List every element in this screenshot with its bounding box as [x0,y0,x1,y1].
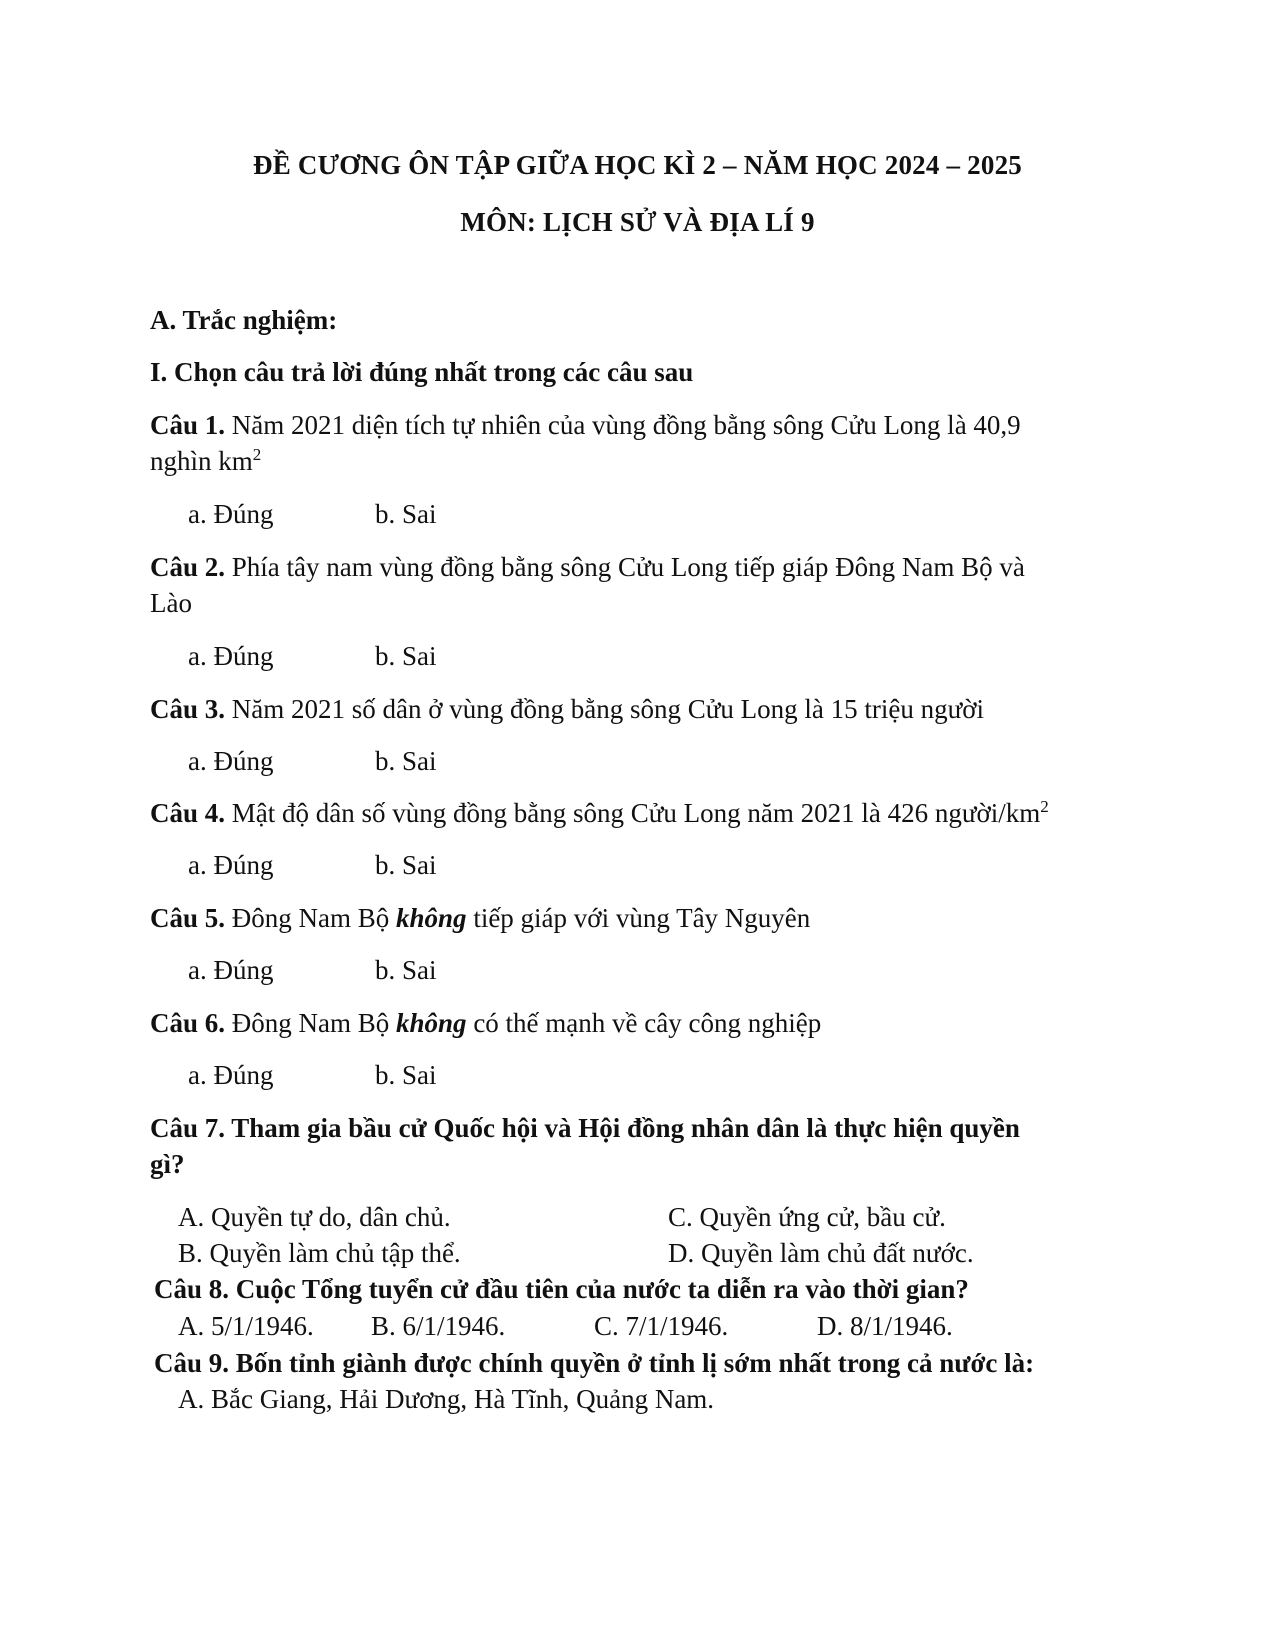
question-label: Câu 1. [150,410,226,440]
question-3 [150,694,984,725]
section-i-heading: I. Chọn câu trả lời đúng nhất trong các câu sau [150,357,694,387]
option-a: a. Đúng [188,746,274,776]
option-b: b. Sai [375,746,437,776]
question-text: Năm 2021 số dân ở vùng đồng bằng sông Cửu Long là 15 triệu người [225,694,985,724]
question-text: Đông Nam Bộ [225,903,397,933]
question-text: Đông Nam Bộ [225,1008,397,1038]
emphasis-text: không [396,1008,467,1038]
question-7-continued: gì? [150,1149,185,1179]
option-b: b. Sai [375,850,437,880]
option-a: A. Bắc Giang, Hải Dương, Hà Tĩnh, Quảng Nam. [178,1384,715,1414]
option-a: a. Đúng [188,499,274,529]
question-label: Câu 5. [150,903,226,933]
option-b: b. Sai [375,1060,437,1090]
option-c: C. Quyền ứng cử, bầu cử. [668,1202,946,1232]
option-b: B. 6/1/1946. [371,1311,506,1341]
question-9: Câu 9. Bốn tỉnh giành được chính quyền ở tỉnh lị sớm nhất trong cả nước là: [154,1348,1035,1378]
option-a: A. Quyền tự do, dân chủ. [178,1202,451,1232]
question-label: Câu 2. [150,552,226,582]
document-title: ĐỀ CƯƠNG ÔN TẬP GIỮA HỌC KÌ 2 – NĂM HỌC 2024 – 2025 [253,150,1022,180]
option-a: a. Đúng [188,850,274,880]
question-label: Câu 6. [150,1008,226,1038]
emphasis-text: không [396,903,467,933]
question-2-continued: Lào [150,588,192,618]
question-label: Câu 4. [150,798,226,828]
question-2 [150,552,1025,583]
question-label: Câu 3. [150,694,226,724]
question-5 [150,903,810,934]
question-6 [150,1008,821,1039]
option-a: a. Đúng [188,641,274,671]
superscript: 2 [1040,797,1049,816]
question-text: Năm 2021 diện tích tự nhiên của vùng đồng bằng sông Cửu Long là 40,9 [225,410,1021,440]
question-8: Câu 8. Cuộc Tổng tuyển cử đầu tiên của nước ta diễn ra vào thời gian? [154,1274,969,1304]
option-d: D. Quyền làm chủ đất nước. [668,1238,974,1268]
option-a: A. 5/1/1946. [178,1311,314,1341]
option-d: D. 8/1/1946. [817,1311,953,1341]
question-4 [150,798,1049,829]
question-7: Câu 7. Tham gia bầu cử Quốc hội và Hội đồng nhân dân là thực hiện quyền [150,1113,1020,1143]
section-a-heading: A. Trắc nghiệm: [150,305,338,335]
question-1 [150,410,1021,441]
option-b: b. Sai [375,641,437,671]
option-b: b. Sai [375,499,437,529]
option-b: B. Quyền làm chủ tập thể. [178,1238,461,1268]
question-text: nghìn km [150,446,253,476]
question-1-continued [150,446,261,477]
option-c: C. 7/1/1946. [594,1311,729,1341]
option-a: a. Đúng [188,1060,274,1090]
option-b: b. Sai [375,955,437,985]
option-a: a. Đúng [188,955,274,985]
question-text: có thế mạnh về cây công nghiệp [466,1008,822,1038]
question-text: Mật độ dân số vùng đồng bằng sông Cửu Long năm 2021 là 426 người/km [225,798,1041,828]
question-text: tiếp giáp với vùng Tây Nguyên [466,903,811,933]
superscript: 2 [252,445,262,464]
question-text: Phía tây nam vùng đồng bằng sông Cửu Long tiếp giáp Đông Nam Bộ và [225,552,1025,582]
document-subtitle: MÔN: LỊCH SỬ VÀ ĐỊA LÍ 9 [460,207,815,237]
